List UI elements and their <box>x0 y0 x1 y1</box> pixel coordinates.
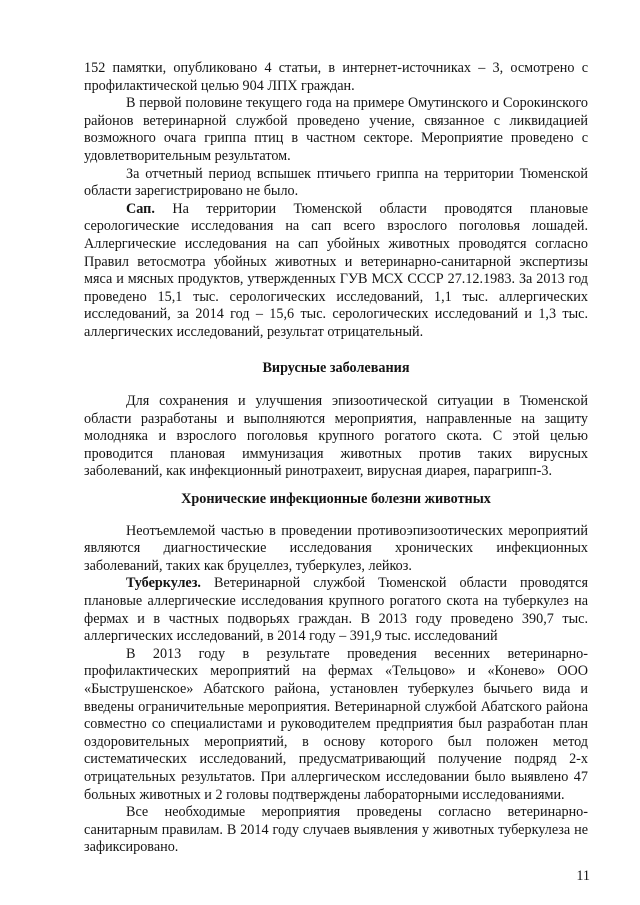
tuberculosis-lead: Туберкулез. <box>126 575 201 592</box>
paragraph-tuberculosis <box>84 575 588 645</box>
paragraph-chronic: Неотъемлемой частью в проведении противоэпизоотических мероприятий являются диагностические исследования хронических инфекционных заболеваний, таких как бруцеллез, туберкулез, лейкоз. <box>84 522 588 574</box>
page-number: 11 <box>576 868 590 884</box>
heading-viral-diseases: Вирусные заболевания <box>262 359 410 376</box>
heading-chronic-diseases: Хронические инфекционные болезни животных <box>181 491 491 508</box>
paragraph-intro: 152 памятки, опубликовано 4 статьи, в интернет-источниках – 3, осмотрено с профилактической целью 904 ЛПХ граждан. <box>84 60 588 94</box>
paragraph-glanders <box>84 201 588 342</box>
page-body <box>84 60 588 857</box>
glanders-text: На территории Тюменской области проводятся плановые серологические исследования на сап всего взрослого поголовья лошадей. Аллергические исследования на сап убойных животных проводятся согласно Правил ветосмотра убойных животных и ветеринарно-санитарной экспертизы мяса и мясных продуктов, утвержденных ГУВ МСХ СССР 27.12.1983. За 2013 год проведено 15,1 тыс. серологических исследований, 1,1 тыс. аллергических исследований, за 2014 год – 15,6 тыс. серологических исследований и 1,3 тыс. аллергических исследований, результат отрицательный. <box>84 200 588 340</box>
paragraph-exercise: В первой половине текущего года на примере Омутинского и Сорокинского районов ветеринарной службой проведено учение, связанное с ликвидацией возможного очага гриппа птиц в частном секторе. Мероприятие проведено с удовлетворительным результатом. <box>84 95 588 164</box>
paragraph-viral: Для сохранения и улучшения эпизоотической ситуации в Тюменской области разработаны и выполняются мероприятия, направленные на защиту молодняка и взрослого поголовья крупного рогатого скота. С этой целью проводится плановая иммунизация животных против таких вирусных заболеваний, как инфекционный ринотрахеит, вирусная диарея, парагрипп-3. <box>84 393 588 480</box>
paragraph-abatsky: В 2013 году в результате проведения весенних ветеринарно-профилактических мероприятий на фермах «Тельцово» и «Конево» ООО «Быструшенское» Абатского района, установлен туберкулез бычьего вида и введены ограничительные мероприятия. Ветеринарной службой Абатского района совместно со специалистами и руководителем предприятия был разработан план оздоровительных мероприятий, в основу которого был положен метод систематических исследований, предусматривающий получение подряд 2-х отрицательных результатов. При аллергическом исследовании было выявлено 47 больных животных и 2 головы подтверждены лабораторными исследованиями. <box>84 645 588 803</box>
paragraph-conclusion: Все необходимые мероприятия проведены согласно ветеринарно-санитарным правилам. В 2014 году случаев выявления у животных туберкулеза не зафиксировано. <box>84 804 588 856</box>
tuberculosis-text: Ветеринарной службой Тюменской области проводятся плановые аллергические исследования крупного рогатого скота на туберкулез на фермах и в частных подворьях граждан. В 2013 году проведено 390,7 тыс. аллергических исследований, в 2014 году – 391,9 тыс. исследований <box>84 575 588 645</box>
glanders-lead: Сап. <box>126 200 155 217</box>
paragraph-bird-flu: За отчетный период вспышек птичьего гриппа на территории Тюменской области зарегистрировано не было. <box>84 165 588 200</box>
